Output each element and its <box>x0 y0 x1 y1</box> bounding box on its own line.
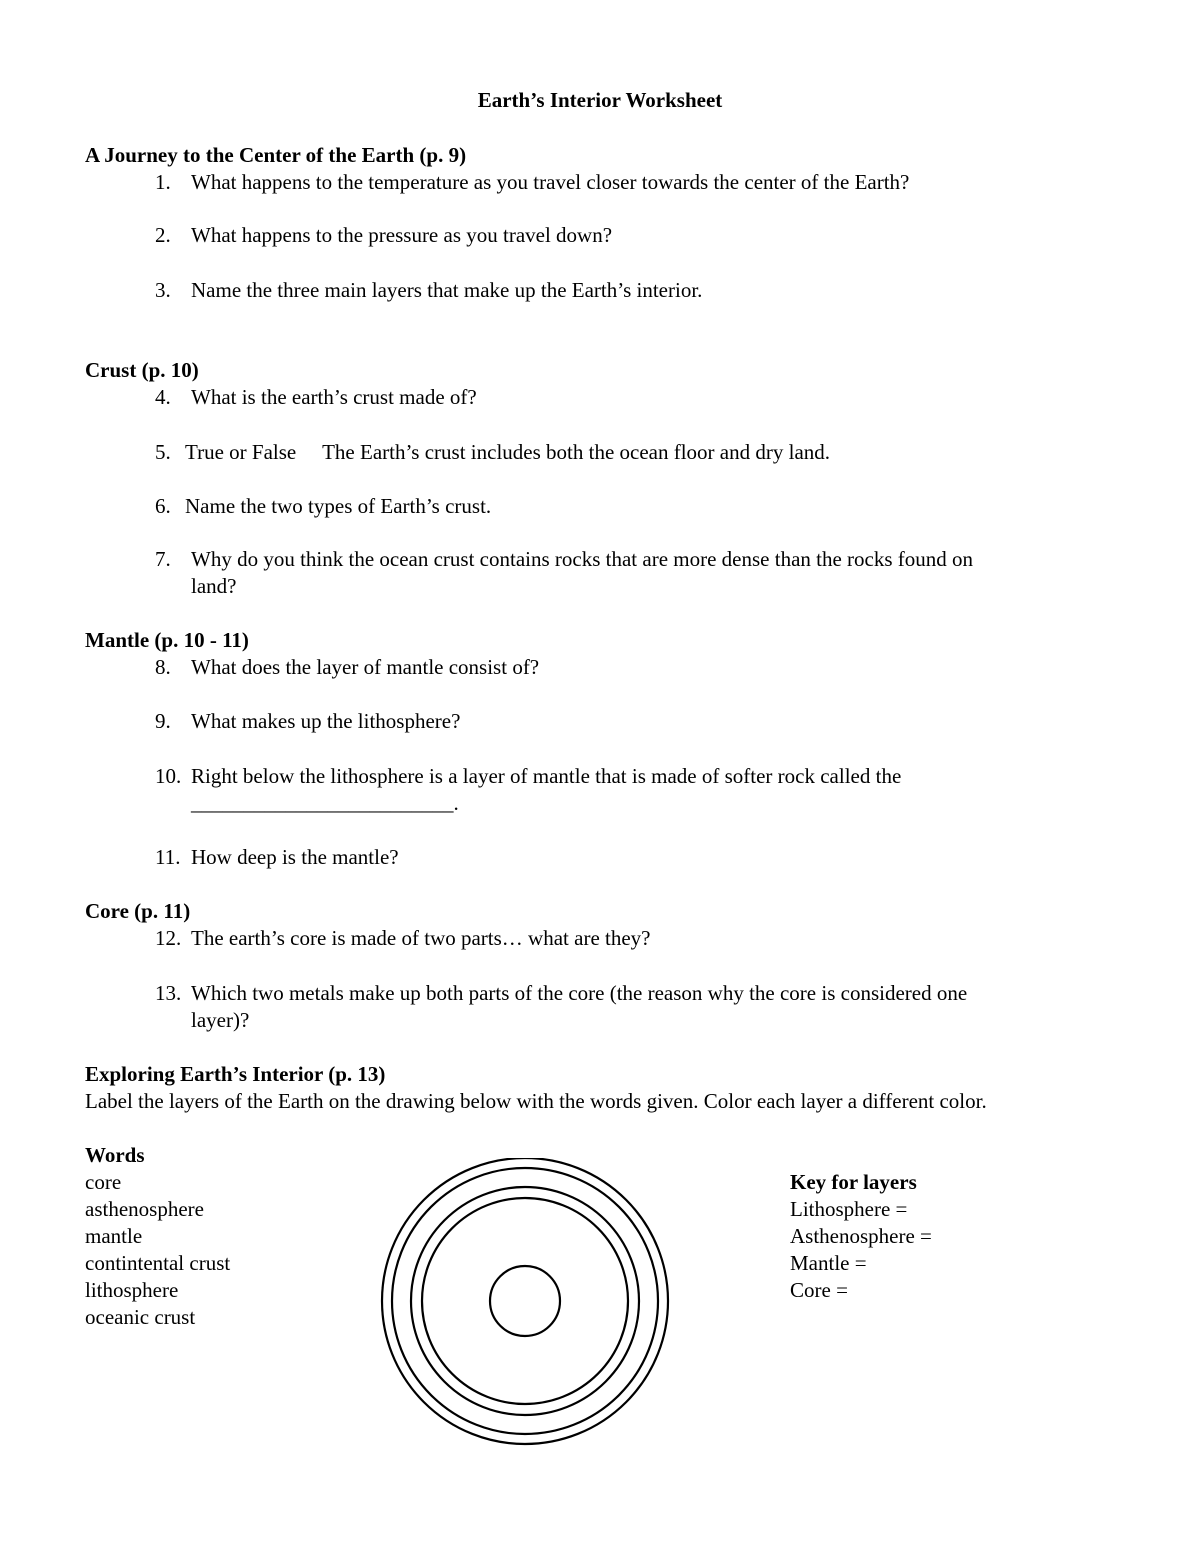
question-number: 3. <box>155 278 171 302</box>
question-1 <box>155 169 909 196</box>
question-text: Which two metals make up both parts of the core (the reason why the core is considered one <box>191 981 968 1005</box>
section-heading-exploring: Exploring Earth’s Interior (p. 13) <box>85 1062 386 1086</box>
question-7-continued: land? <box>191 574 237 598</box>
question-12 <box>155 925 651 952</box>
word-item: contintental crust <box>85 1251 231 1275</box>
question-number: 7. <box>155 547 171 571</box>
question-number: 10. <box>155 764 182 788</box>
question-13 <box>155 980 967 1007</box>
question-number: 12. <box>155 926 182 950</box>
question-text: Name the three main layers that make up the Earth’s interior. <box>191 278 703 302</box>
question-7 <box>155 546 973 573</box>
question-text: Right below the lithosphere is a layer of mantle that is made of softer rock called the <box>191 764 902 788</box>
word-item: mantle <box>85 1224 143 1248</box>
earth-layers-diagram <box>380 1158 670 1448</box>
question-number: 8. <box>155 655 171 679</box>
question-13-continued: layer)? <box>191 1008 250 1032</box>
question-text: What makes up the lithosphere? <box>191 709 461 733</box>
question-text: Name the two types of Earth’s crust. <box>185 494 492 518</box>
question-number: 11. <box>155 845 181 869</box>
question-5 <box>155 439 830 466</box>
question-text: Why do you think the ocean crust contains rocks that are more dense than the rocks found on <box>191 547 974 571</box>
question-number: 13. <box>155 981 182 1005</box>
key-item-lithosphere: Lithosphere = <box>790 1197 908 1221</box>
instructions-text: Label the layers of the Earth on the drawing below with the words given. Color each layer a different color. <box>85 1089 987 1113</box>
words-heading: Words <box>85 1143 145 1167</box>
diagram-ring-third <box>411 1187 639 1415</box>
question-6 <box>155 493 491 520</box>
question-11 <box>155 844 399 871</box>
page-title: Earth’s Interior Worksheet <box>477 88 723 112</box>
question-text: What is the earth’s crust made of? <box>191 385 477 409</box>
key-item-core: Core = <box>790 1278 848 1302</box>
question-8 <box>155 654 539 681</box>
question-number: 6. <box>155 494 171 518</box>
question-3 <box>155 277 702 304</box>
question-2 <box>155 222 612 249</box>
word-item: core <box>85 1170 122 1194</box>
word-item: asthenosphere <box>85 1197 204 1221</box>
question-text: The earth’s core is made of two parts… what are they? <box>191 926 651 950</box>
diagram-ring-outer <box>382 1158 668 1444</box>
question-10 <box>155 763 901 790</box>
diagram-ring-second <box>392 1168 658 1434</box>
section-heading-mantle: Mantle (p. 10 - 11) <box>85 628 249 652</box>
question-text: How deep is the mantle? <box>191 845 399 869</box>
question-10-blank: _________________________. <box>191 791 459 815</box>
diagram-ring-inner <box>490 1266 560 1336</box>
question-9 <box>155 708 460 735</box>
diagram-ring-fourth <box>422 1198 628 1404</box>
key-item-mantle: Mantle = <box>790 1251 867 1275</box>
word-item: lithosphere <box>85 1278 179 1302</box>
question-text: What does the layer of mantle consist of? <box>191 655 540 679</box>
question-number: 9. <box>155 709 171 733</box>
key-heading: Key for layers <box>790 1170 917 1194</box>
question-number: 5. <box>155 440 171 464</box>
question-number: 1. <box>155 170 171 194</box>
section-heading-journey: A Journey to the Center of the Earth (p. 9) <box>85 143 467 167</box>
question-text: What happens to the pressure as you travel down? <box>191 223 613 247</box>
question-text: True or False The Earth’s crust includes both the ocean floor and dry land. <box>185 440 831 464</box>
word-item: oceanic crust <box>85 1305 196 1329</box>
question-text: What happens to the temperature as you travel closer towards the center of the Earth? <box>191 170 910 194</box>
key-item-asthenosphere: Asthenosphere = <box>790 1224 932 1248</box>
section-heading-core: Core (p. 11) <box>85 899 191 923</box>
question-number: 2. <box>155 223 171 247</box>
section-heading-crust: Crust (p. 10) <box>85 358 199 382</box>
question-number: 4. <box>155 385 171 409</box>
question-4 <box>155 384 477 411</box>
